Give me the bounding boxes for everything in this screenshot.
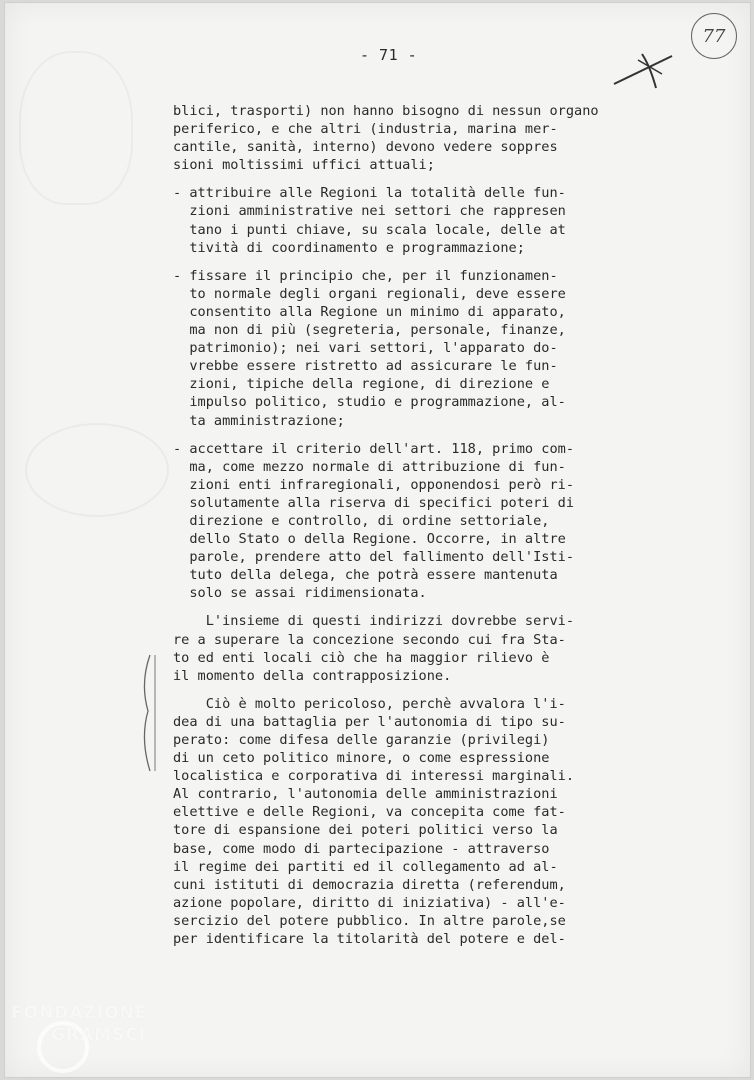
text-line: to normale degli organi regionali, deve essere (173, 285, 566, 302)
archive-number-circle: 77 (691, 13, 737, 59)
text-line: per identificare la titolarità del potere e del- (173, 931, 566, 948)
text-block (173, 184, 643, 256)
text-line: tano i punti chiave, su scala locale, delle at (173, 221, 566, 238)
text-line: solutamente alla riserva di specifici poteri di (173, 494, 575, 511)
text-line: Al contrario, l'autonomia delle amministrazioni (173, 786, 558, 803)
text-line: tore di espansione dei poteri politici verso la (173, 822, 558, 839)
body-text (173, 102, 643, 958)
text-line: ma, come mezzo normale di attribuzione di fun- (173, 458, 566, 475)
text-line: tività di coordinamento e programmazione; (173, 239, 525, 256)
document-page (4, 2, 751, 1078)
text-block (173, 440, 643, 603)
text-block (173, 612, 643, 684)
watermark-seal (19, 51, 133, 205)
text-line: dello Stato o della Regione. Occorre, in altre (173, 531, 566, 548)
text-line: localistica e corporativa di interessi marginali. (173, 768, 575, 785)
page-number: - 71 - (360, 46, 418, 64)
margin-bracket-mark (136, 653, 156, 773)
text-line: re a superare la concezione secondo cui fra Sta- (173, 631, 566, 648)
text-line: - fissare il principio che, per il funzionamen- (173, 267, 558, 284)
text-line: cuni istituti di democrazia diretta (referendum, (173, 876, 566, 893)
watermark-mark (25, 423, 169, 517)
text-line: impulso politico, studio e programmazione, al- (173, 394, 566, 411)
text-line: consentito alla Regione un minimo di apparato, (173, 303, 566, 320)
text-line: L'insieme di questi indirizzi dovrebbe servi- (173, 613, 575, 630)
text-line: zioni enti infraregionali, opponendosi però ri- (173, 476, 575, 493)
text-line: dea di una battaglia per l'autonomia di tipo su- (173, 713, 566, 730)
logo-line1: FONDAZIONE (11, 1003, 148, 1023)
text-line: ta amministrazione; (173, 412, 345, 429)
text-line: sercizio del potere pubblico. In altre parole,se (173, 912, 566, 929)
text-line: zioni amministrative nei settori che rappresen (173, 203, 566, 220)
text-line: patrimonio); nei vari settori, l'apparato do- (173, 340, 558, 357)
text-line: Ciò è molto pericoloso, perchè avvalora l'i- (173, 695, 566, 712)
text-line: vrebbe essere ristretto ad assicurare le fun- (173, 358, 558, 375)
text-line: tuto della delega, che potrà essere mantenuta (173, 567, 558, 584)
text-line: il regime dei partiti ed il collegamento ad al- (173, 858, 558, 875)
text-line: elettive e delle Regioni, va concepita come fat- (173, 804, 566, 821)
text-line: cantile, sanità, interno) devono vedere soppres (173, 139, 558, 156)
handwritten-cross-mark (612, 48, 674, 90)
text-line: di un ceto politico minore, o come espressione (173, 750, 550, 767)
text-line: - accettare il criterio dell'art. 118, primo com- (173, 440, 575, 457)
text-line: to ed enti locali ciò che ha maggior rilievo è (173, 649, 550, 666)
text-line: direzione e controllo, di ordine settoriale, (173, 512, 550, 529)
text-line: parole, prendere atto del fallimento dell'Isti- (173, 549, 575, 566)
text-line: periferico, e che altri (industria, marina mer- (173, 121, 558, 138)
text-line: perato: come difesa delle garanzie (privilegi) (173, 732, 550, 748)
text-line: zioni, tipiche della regione, di direzione e (173, 376, 550, 393)
fondazione-gramsci-logo (11, 1003, 201, 1073)
text-line: azione popolare, diritto di iniziativa) - all'e- (173, 894, 566, 911)
text-line: base, come modo di partecipazione - attraverso (173, 840, 550, 857)
logo-line2: GRAMSCI (51, 1025, 147, 1045)
text-line: solo se assai ridimensionata. (173, 585, 427, 602)
text-block (173, 102, 643, 174)
text-block (173, 695, 643, 948)
text-line: sioni moltissimi uffici attuali; (173, 157, 435, 174)
text-line: il momento della contrapposizione. (173, 667, 452, 684)
text-line: ma non di più (segreteria, personale, finanze, (173, 322, 566, 339)
text-block (173, 267, 643, 430)
text-line: blici, trasporti) non hanno bisogno di nessun organo (173, 103, 599, 119)
text-line: - attribuire alle Regioni la totalità delle fun- (173, 185, 566, 202)
